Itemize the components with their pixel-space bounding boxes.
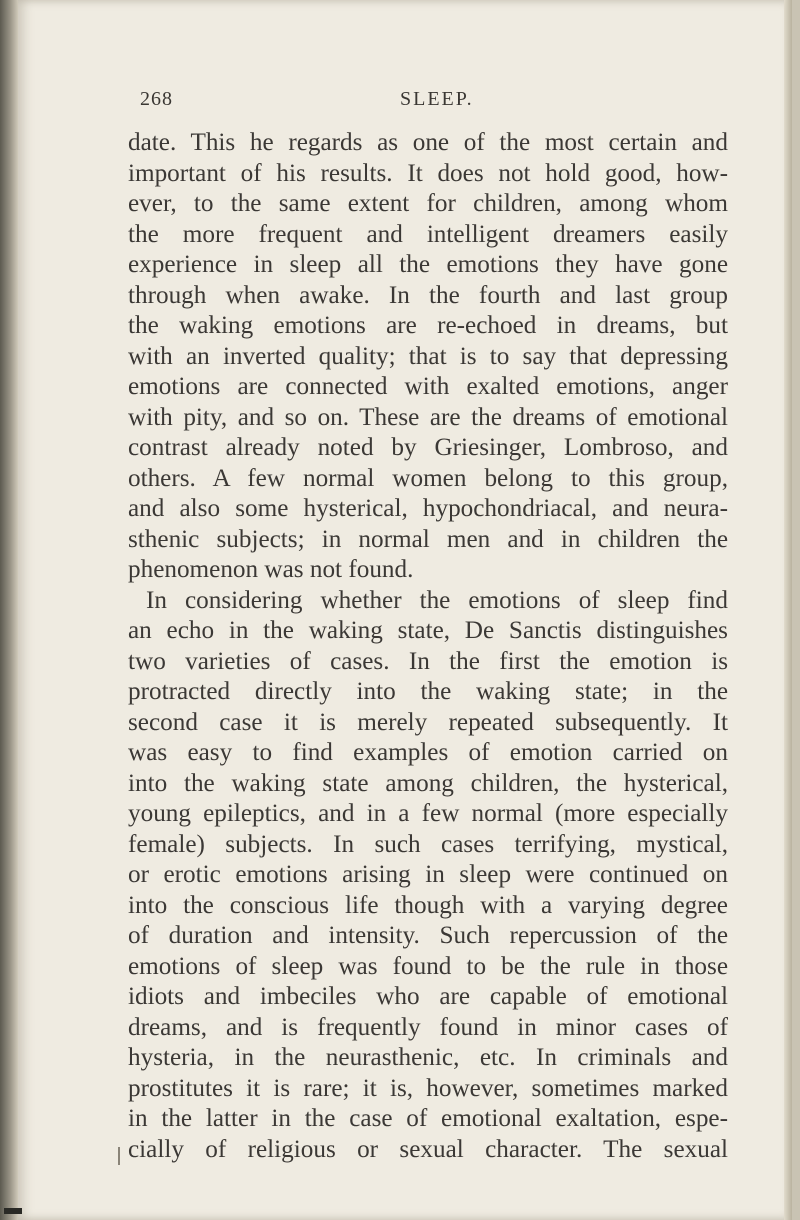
text-line: into the conscious life though with a varying degree [128,891,728,919]
text-line: sthenic subjects; in normal men and in children the [128,525,728,553]
page-number: 268 [140,88,173,110]
paragraph-end-line: phenomenon was not found. [128,556,414,583]
text-line: date. This he regards as one of the most certain and [128,129,728,156]
text-line: the more frequent and intelligent dreamers easily [128,220,728,248]
text-line: emotions of sleep was found to be the rule in those [128,952,728,980]
text-line: important of his results. It does not hold good, how- [128,159,728,187]
book-gutter-shadow [0,0,18,1220]
text-line: the waking emotions are re-echoed in dreams, but [128,312,728,339]
text-line: and also some hysterical, hypochondriacal, and neura- [128,495,728,522]
text-line: idiots and imbeciles who are capable of emotional [128,983,728,1010]
text-line: second case it is merely repeated subsequently. It [128,708,728,736]
text-line: or erotic emotions arising in sleep were continued on [128,861,728,888]
text-line: hysteria, in the neurasthenic, etc. In criminals and [128,1044,728,1071]
text-line: with pity, and so on. These are the dreams of emotional [128,403,728,431]
text-line: in the latter in the case of emotional exaltation, espe- [128,1105,728,1132]
text-line: cially of religious or sexual character. The sexual [128,1135,728,1163]
running-title: SLEEP. [400,88,474,110]
text-line: through when awake. In the fourth and last group [128,281,728,309]
text-line: of duration and intensity. Such repercussion of the [128,922,728,949]
paragraph-start-line: In considering whether the emotions of sleep find [146,586,728,614]
text-line: dreams, and is frequently found in minor cases of [128,1013,728,1041]
text-line: protracted directly into the waking state; in the [128,678,728,705]
page-edge [784,0,792,1220]
text-line: an echo in the waking state, De Sanctis distinguishes [128,617,728,644]
body-text [128,128,728,1165]
text-line: young epileptics, and in a few normal (more especially [128,800,728,827]
text-line: female) subjects. In such cases terrifying, mystical, [128,830,728,858]
text-line: contrast already noted by Griesinger, Lombroso, and [128,434,728,461]
text-line: emotions are connected with exalted emotions, anger [128,373,728,400]
text-line: experience in sleep all the emotions they have gone [128,251,728,278]
text-line: was easy to find examples of emotion carried on [128,739,728,766]
text-line: into the waking state among children, the hysterical, [128,769,728,797]
text-line: others. A few normal women belong to this group, [128,464,728,492]
text-line: two varieties of cases. In the first the emotion is [128,647,728,675]
text-line: prostitutes it is rare; it is, however, sometimes marked [128,1074,728,1102]
page-corner-mark [4,1208,22,1214]
text-line: ever, to the same extent for children, among whom [128,190,728,217]
running-head [130,88,730,118]
margin-pencil-mark [118,1147,120,1165]
text-line: with an inverted quality; that is to say that depressing [128,342,728,370]
